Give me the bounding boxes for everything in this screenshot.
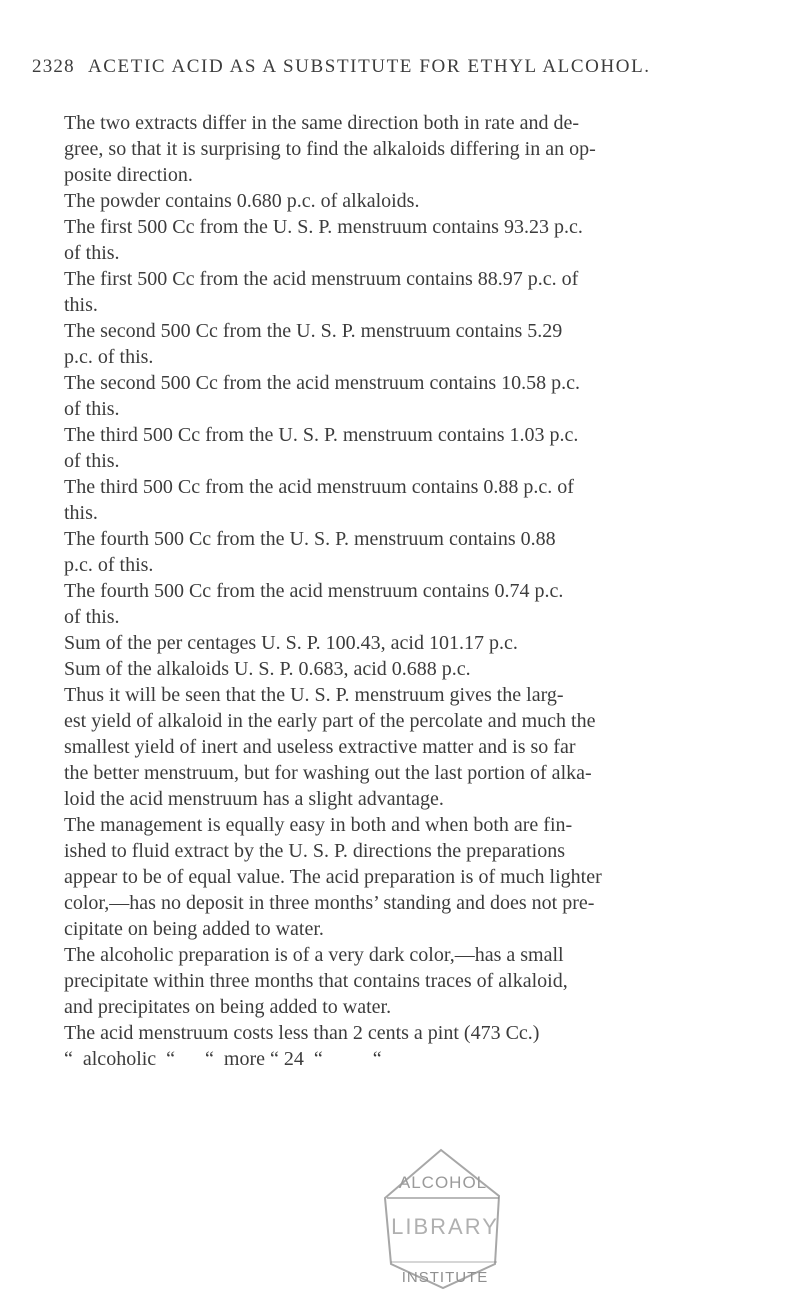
text-line: The alcoholic preparation is of a very dark color,—has a small: [64, 944, 564, 966]
text-line: p.c. of this.: [64, 346, 154, 368]
text-line: posite direction.: [64, 164, 193, 186]
paragraph: [64, 1020, 774, 1046]
running-title: ACETIC ACID AS A SUBSTITUTE FOR ETHYL ALCOHOL.: [87, 56, 651, 77]
text-line: this.: [64, 502, 98, 524]
text-line: the better menstruum, but for washing out the last portion of alka-: [64, 762, 592, 784]
text-line: est yield of alkaloid in the early part of the percolate and much the: [64, 710, 596, 732]
text-line: of this.: [64, 398, 120, 420]
text-line: gree, so that it is surprising to find the alkaloids differing in an op-: [64, 138, 596, 160]
text-line: The third 500 Cc from the acid menstruum contains 0.88 p.c. of: [64, 476, 574, 498]
paragraph: [64, 370, 774, 422]
text-line: color,—has no deposit in three months’ standing and does not pre-: [64, 892, 595, 914]
paragraph: [64, 318, 774, 370]
paragraph: [64, 474, 774, 526]
paragraph: [64, 578, 774, 630]
text-line: appear to be of equal value. The acid preparation is of much lighter: [64, 866, 602, 888]
paragraph: [64, 422, 774, 474]
paragraph: [64, 942, 774, 1020]
text-line: cipitate on being added to water.: [64, 918, 324, 940]
text-line: p.c. of this.: [64, 554, 154, 576]
paragraph: [64, 812, 774, 942]
text-line: The powder contains 0.680 p.c. of alkaloids.: [64, 190, 420, 212]
stamp-middle-text: LIBRARY: [391, 1214, 499, 1239]
paragraph: [64, 656, 774, 682]
text-line: and precipitates on being added to water.: [64, 996, 392, 1018]
text-line: Sum of the per centages U. S. P. 100.43, acid 101.17 p.c.: [64, 632, 518, 654]
text-line: loid the acid menstruum has a slight advantage.: [64, 788, 444, 810]
text-line: of this.: [64, 450, 120, 472]
text-line: The first 500 Cc from the acid menstruum contains 88.97 p.c. of: [64, 268, 579, 290]
body-text: [64, 110, 774, 1072]
text-line: The fourth 500 Cc from the U. S. P. menstruum contains 0.88: [64, 528, 556, 550]
library-stamp: [363, 1136, 523, 1296]
text-line: Sum of the alkaloids U. S. P. 0.683, acid 0.688 p.c.: [64, 658, 471, 680]
page-number: 2328: [32, 56, 75, 77]
text-line: The two extracts differ in the same direction both in rate and de-: [64, 112, 579, 134]
text-line: of this.: [64, 606, 120, 628]
text-line: The fourth 500 Cc from the acid menstruum contains 0.74 p.c.: [64, 580, 564, 602]
paragraph: [64, 266, 774, 318]
text-line: The second 500 Cc from the acid menstruum contains 10.58 p.c.: [64, 372, 580, 394]
paragraph: [64, 214, 774, 266]
text-line: ished to fluid extract by the U. S. P. directions the preparations: [64, 840, 566, 862]
text-line: “ alcoholic “ “ more “ 24 “ “: [64, 1048, 382, 1070]
text-line: of this.: [64, 242, 120, 264]
paragraph: [64, 110, 774, 188]
running-head: [32, 56, 772, 78]
paragraph: [64, 188, 774, 214]
paragraph: [64, 526, 774, 578]
text-line: The first 500 Cc from the U. S. P. menstruum contains 93.23 p.c.: [64, 216, 583, 238]
text-line: The management is equally easy in both and when both are fin-: [64, 814, 573, 836]
text-line: Thus it will be seen that the U. S. P. menstruum gives the larg-: [64, 684, 564, 706]
stamp-bottom-text: INSTITUTE: [401, 1269, 489, 1286]
paragraph: [64, 630, 774, 656]
text-line: The third 500 Cc from the U. S. P. menstruum contains 1.03 p.c.: [64, 424, 579, 446]
text-line: The second 500 Cc from the U. S. P. menstruum contains 5.29: [64, 320, 563, 342]
text-line: this.: [64, 294, 98, 316]
paragraph: [64, 1046, 774, 1072]
paragraph: [64, 682, 774, 812]
stamp-top-text: ALCOHOL: [398, 1173, 488, 1192]
library-stamp-icon: [363, 1136, 523, 1296]
text-line: precipitate within three months that contains traces of alkaloid,: [64, 970, 568, 992]
text-line: smallest yield of inert and useless extractive matter and is so far: [64, 736, 576, 758]
text-line: The acid menstruum costs less than 2 cents a pint (473 Cc.): [64, 1022, 540, 1044]
